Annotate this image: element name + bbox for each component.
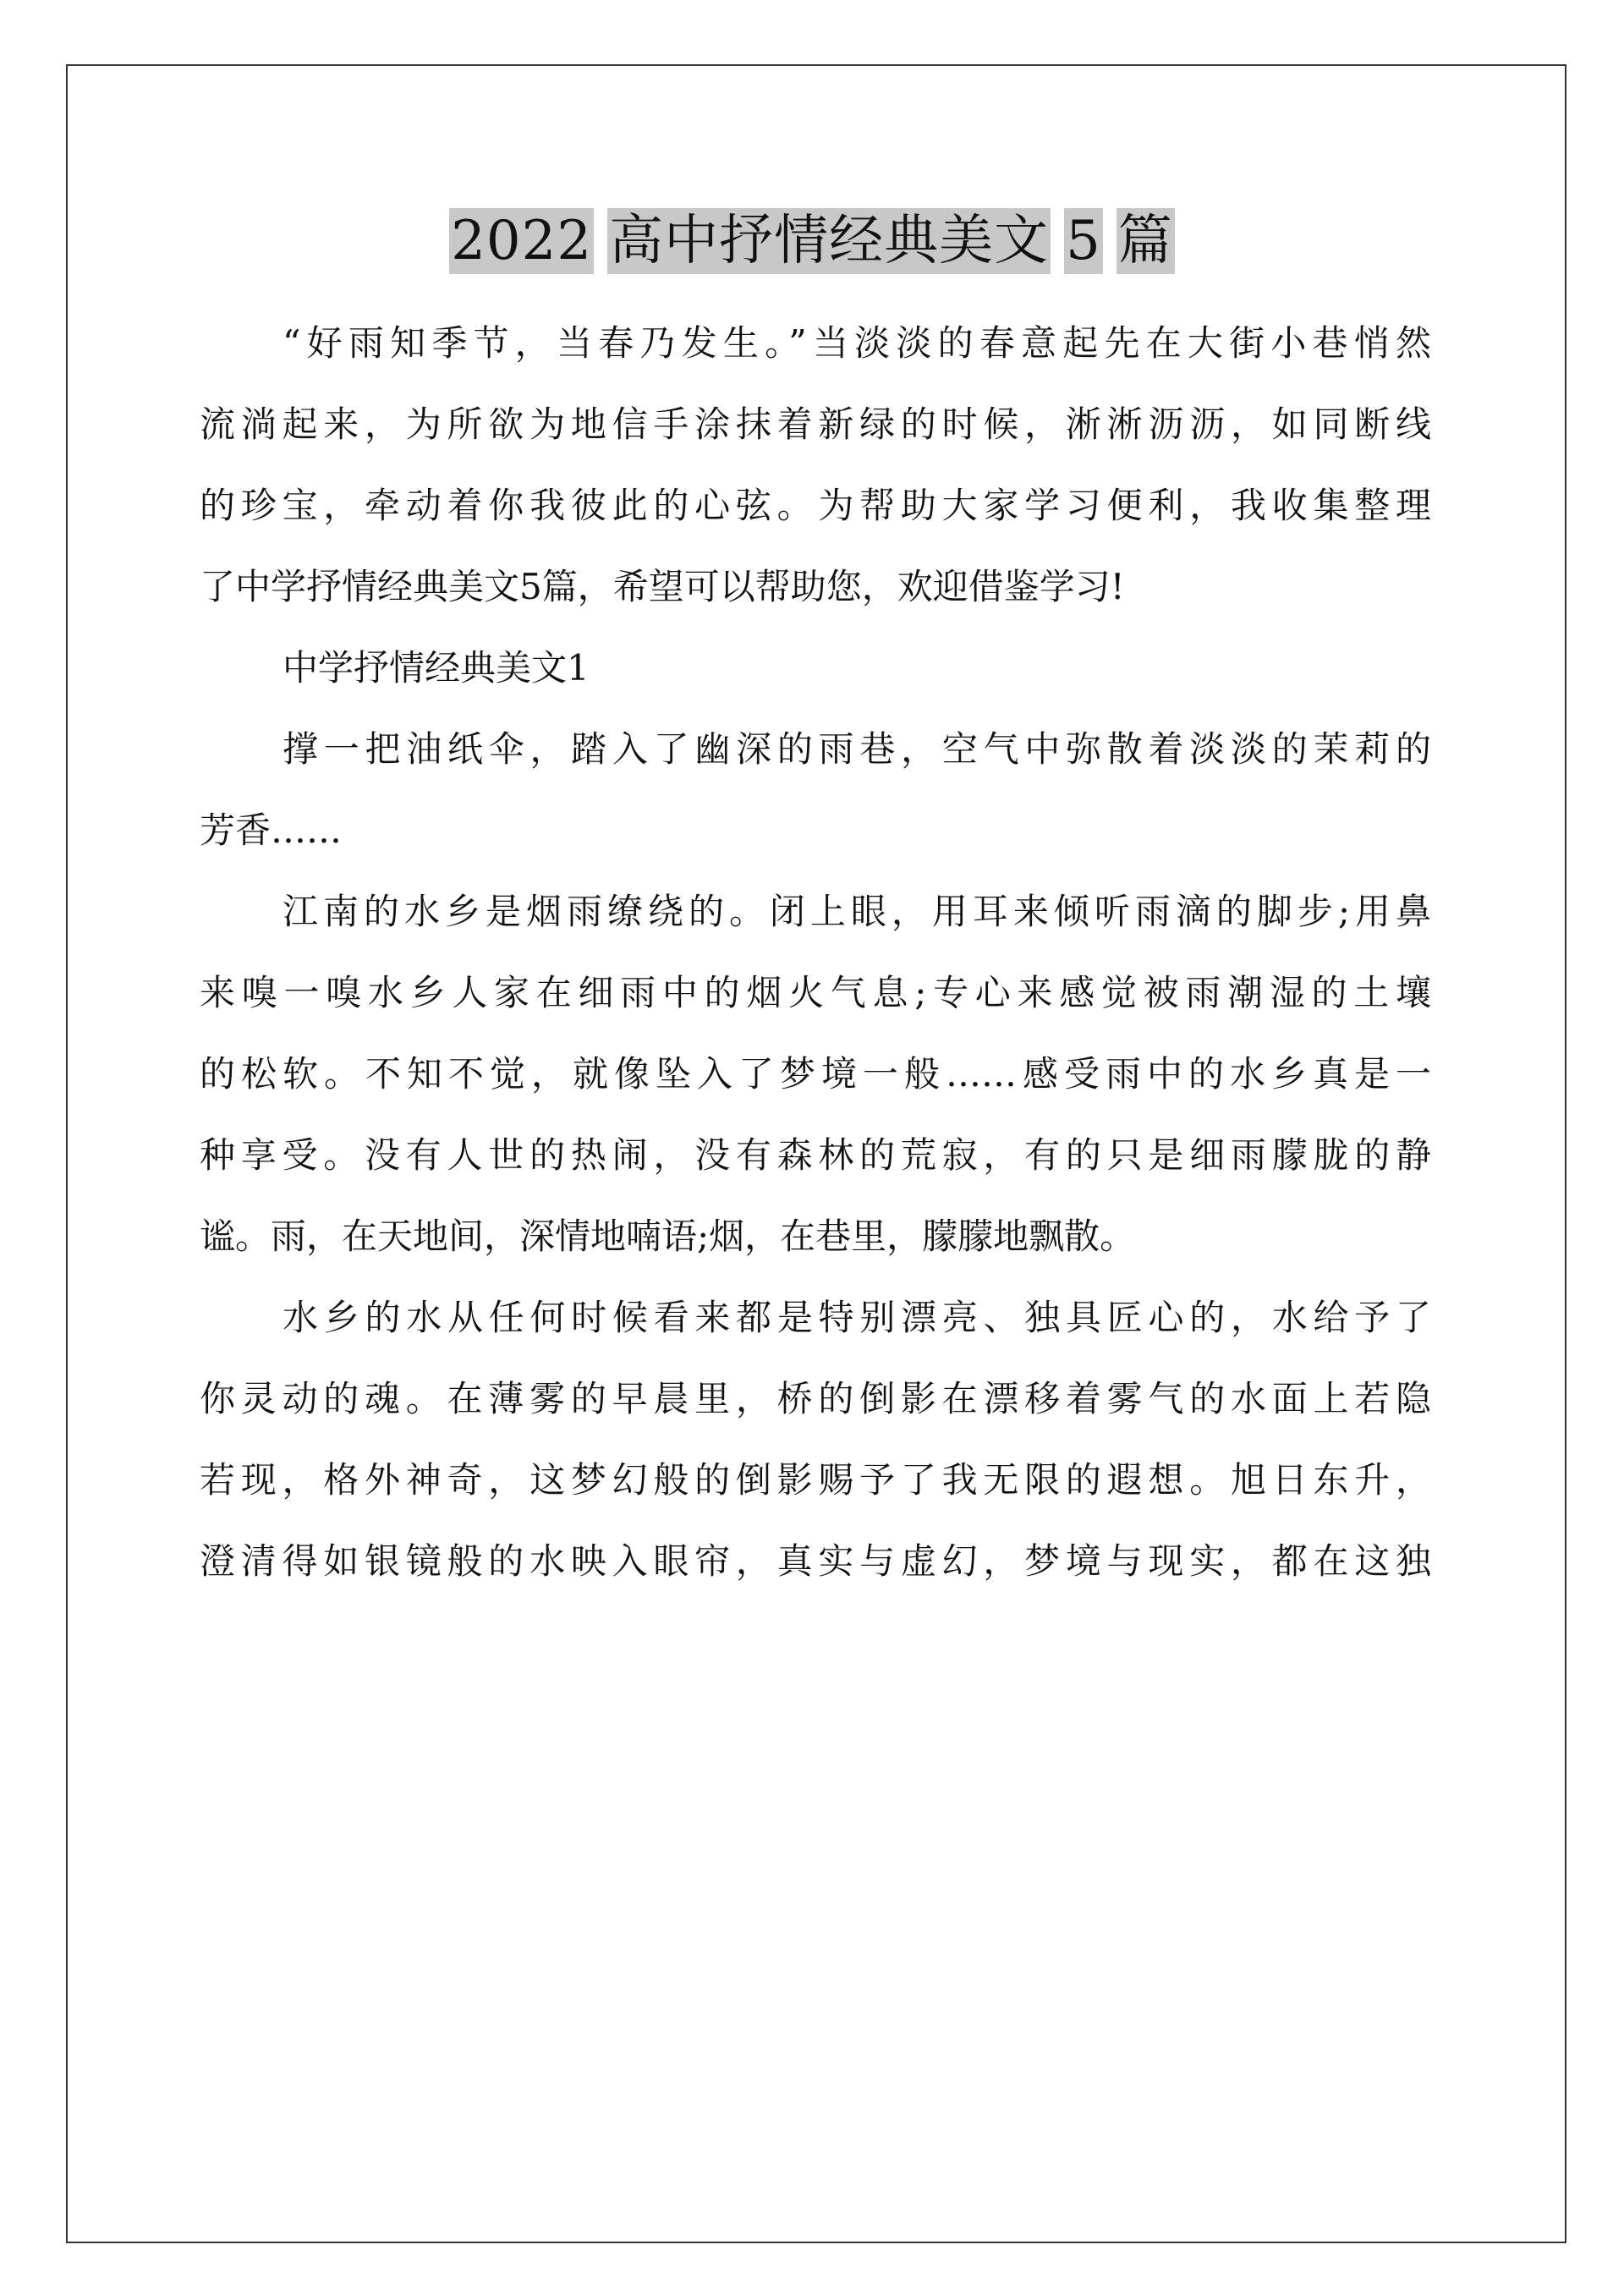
paragraph-line: 来嗅一嗅水乡人家在细雨中的烟火气息;专心来感觉被雨潮湿的土壤 [200, 972, 1431, 1013]
paragraph-line: 水乡的水从任何时候看来都是特别漂亮、独具匠心的，水给予了 [283, 1297, 1431, 1338]
paragraph-line: 流淌起来，为所欲为地信手涂抹着新绿的时候，淅淅沥沥，如同断线 [200, 403, 1431, 445]
paragraph-line: 了中学抒情经典美文5篇，希望可以帮助您，欢迎借鉴学习! [200, 566, 1125, 607]
paragraph-line: 江南的水乡是烟雨缭绕的。闭上眼，用耳来倾听雨滴的脚步;用鼻 [283, 891, 1431, 932]
document-title [0, 201, 1624, 281]
title-unit: 篇 [1117, 210, 1173, 272]
paragraph-line: 芳香…… [200, 809, 343, 851]
section-heading: 中学抒情经典美文1 [283, 647, 590, 689]
paragraph-line: 谧。雨，在天地间，深情地喃语;烟，在巷里，朦朦地飘散。 [200, 1216, 1136, 1257]
title-year: 2022 [451, 210, 593, 272]
paragraph-line: 撑一把油纸伞，踏入了幽深的雨巷，空气中弥散着淡淡的茉莉的 [283, 728, 1431, 770]
title-main: 高中抒情经典美文 [609, 210, 1050, 272]
paragraph-line: “好雨知季节，当春乃发生。”当淡淡的春意起先在大街小巷悄然 [283, 322, 1431, 364]
paragraph-line: 澄清得如银镜般的水映入眼帘，真实与虚幻，梦境与现实，都在这独 [200, 1540, 1431, 1582]
paragraph-line: 的松软。不知不觉，就像坠入了梦境一般……感受雨中的水乡真是一 [200, 1053, 1431, 1095]
paragraph-line: 你灵动的魂。在薄雾的早晨里，桥的倒影在漂移着雾气的水面上若隐 [200, 1378, 1431, 1419]
paragraph-line: 种享受。没有人世的热闹，没有森林的荒寂，有的只是细雨朦胧的静 [200, 1134, 1431, 1176]
paragraph-line: 的珍宝，牵动着你我彼此的心弦。为帮助大家学习便利，我收集整理 [200, 485, 1431, 526]
paragraph-line: 若现，格外神奇，这梦幻般的倒影赐予了我无限的遐想。旭日东升， [200, 1459, 1431, 1501]
title-count: 5 [1066, 210, 1101, 272]
document-body [200, 303, 1431, 1602]
